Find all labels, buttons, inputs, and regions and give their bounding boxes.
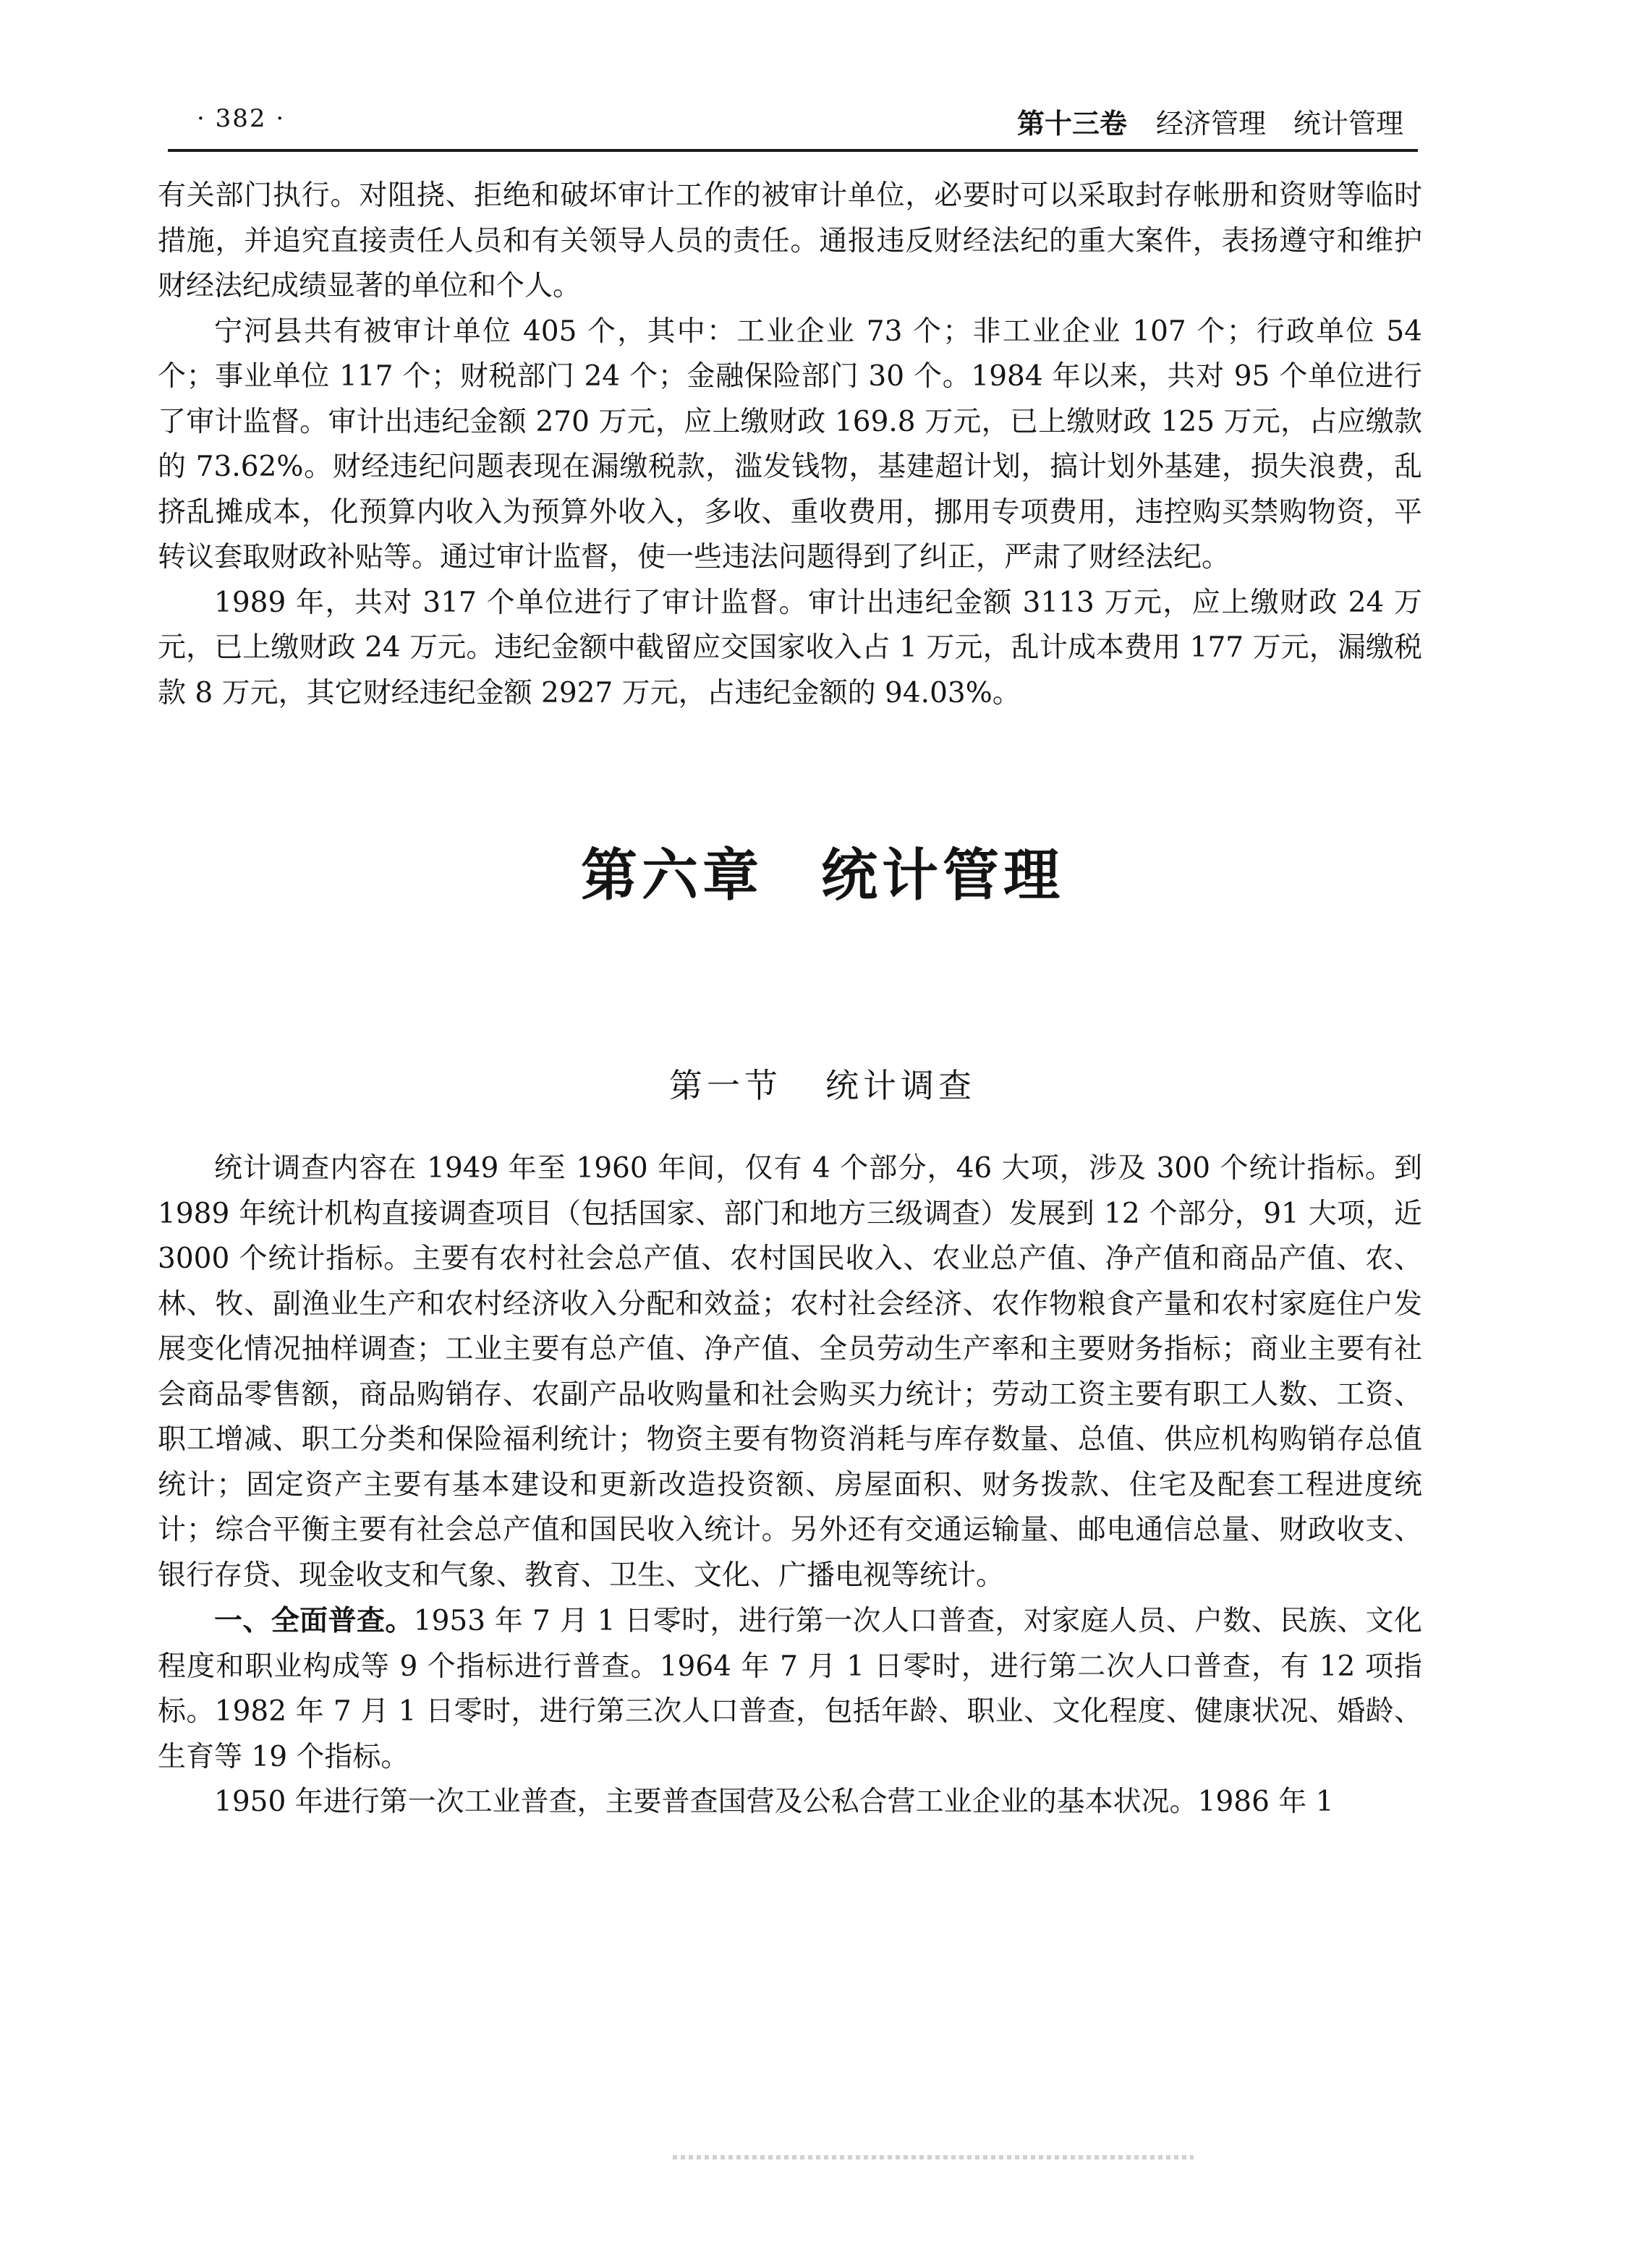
running-head-topic-statistics: 统计管理 [1293, 108, 1403, 140]
page-header [168, 100, 1418, 143]
chapter-title: 统计管理 [821, 843, 1065, 908]
chapter-heading [0, 830, 1645, 911]
paragraph [158, 1598, 1422, 1780]
chapter-number: 第六章 [580, 843, 763, 908]
paragraph: 宁河县共有被审计单位 405 个，其中：工业企业 73 个；非工业企业 107 个；行政单位 54 个；事业单位 117 个；财税部门 24 个；金融保险部门 30 个。1984 年以来，共对 95 个单位进行了审计监督。审计出违纪金额 270 万元，应上缴财政 169.8 万元，已上缴财政 125 万元，占应缴款的 73.62%。财经违纪问题表现在漏缴税款，滥发钱物，基建超计划，搞计划外基建，损失浪费，乱挤乱摊成本，化预算内收入为预算外收入，多收、重收费用，挪用专项费用，违控购买禁购物资，平转议套取财政补贴等。通过审计监督，使一些违法问题得到了纠正，严肃了财经法纪。 [158, 315, 1422, 574]
scan-artifact [673, 2155, 1194, 2160]
section-title: 统计调查 [825, 1066, 976, 1105]
subsection-lead: 一、全面普查。 [214, 1604, 414, 1637]
running-head-volume: 第十三卷 [1016, 107, 1127, 140]
section-heading [0, 1060, 1645, 1107]
paragraph: 统计调查内容在 1949 年至 1960 年间，仅有 4 个部分，46 大项，涉及 300 个统计指标。到 1989 年统计机构直接调查项目（包括国家、部门和地方三级调查）发展到 12 个部分，91 大项，近 3000 个统计指标。主要有农村社会总产值、农村国民收入、农业总产值、净产值和商品产值、农、林、牧、副渔业生产和农村经济收入分配和效益；农村社会经济、农作物粮食产量和农村家庭住户发展变化情况抽样调查；工业主要有总产值、净产值、全员劳动生产率和主要财务指标；商业主要有社会商品零售额，商品购销存、农副产品收购量和社会购买力统计；劳动工资主要有职工人数、工资、职工增减、职工分类和保险福利统计；物资主要有物资消耗与库存数量、总值、供应机构购销存总值统计；固定资产主要有基本建设和更新改造投资额、房屋面积、财务拨款、住宅及配套工程进度统计；综合平衡主要有社会总产值和国民收入统计。另外还有交通运输量、邮电通信总量、财政收支、银行存贷、现金收支和气象、教育、卫生、文化、广播电视等统计。 [158, 1152, 1422, 1592]
survey-text-block [158, 1146, 1422, 1825]
section-number: 第一节 [669, 1066, 782, 1105]
paragraph: 1950 年进行第一次工业普查，主要普查国营及公私合营工业企业的基本状况。1986 年 1 [214, 1786, 1334, 1818]
audit-text-block [158, 174, 1422, 716]
paragraph: 1989 年，共对 317 个单位进行了审计监督。审计出违纪金额 3113 万元，应上缴财政 24 万元，已上缴财政 24 万元。违纪金额中截留应交国家收入占 1 万元，乱计成本费用 177 万元，漏缴税款 8 万元，其它财经违纪金额 2927 万元，占违纪金额的 94.03%。 [158, 586, 1422, 709]
page-number: · 382 · [197, 104, 286, 133]
running-head [1017, 101, 1403, 141]
paragraph: 有关部门执行。对阻挠、拒绝和破坏审计工作的被审计单位，必要时可以采取封存帐册和资财等临时措施，并追究直接责任人员和有关领导人员的责任。通报违反财经法纪的重大案件，表扬遵守和维护财经法纪成绩显著的单位和个人。 [158, 179, 1422, 302]
header-rule [168, 149, 1418, 152]
running-head-topic-economy: 经济管理 [1155, 108, 1266, 140]
paragraph-text: 1953 年 7 月 1 日零时，进行第一次人口普查，对家庭人员、户数、民族、文化程度和职业构成等 9 个指标进行普查。1964 年 7 月 1 日零时，进行第二次人口普查，有 12 项指标。1982 年 7 月 1 日零时，进行第三次人口普查，包括年龄、职业、文化程度、健康状况、婚龄、生育等 19 个指标。 [158, 1605, 1423, 1773]
